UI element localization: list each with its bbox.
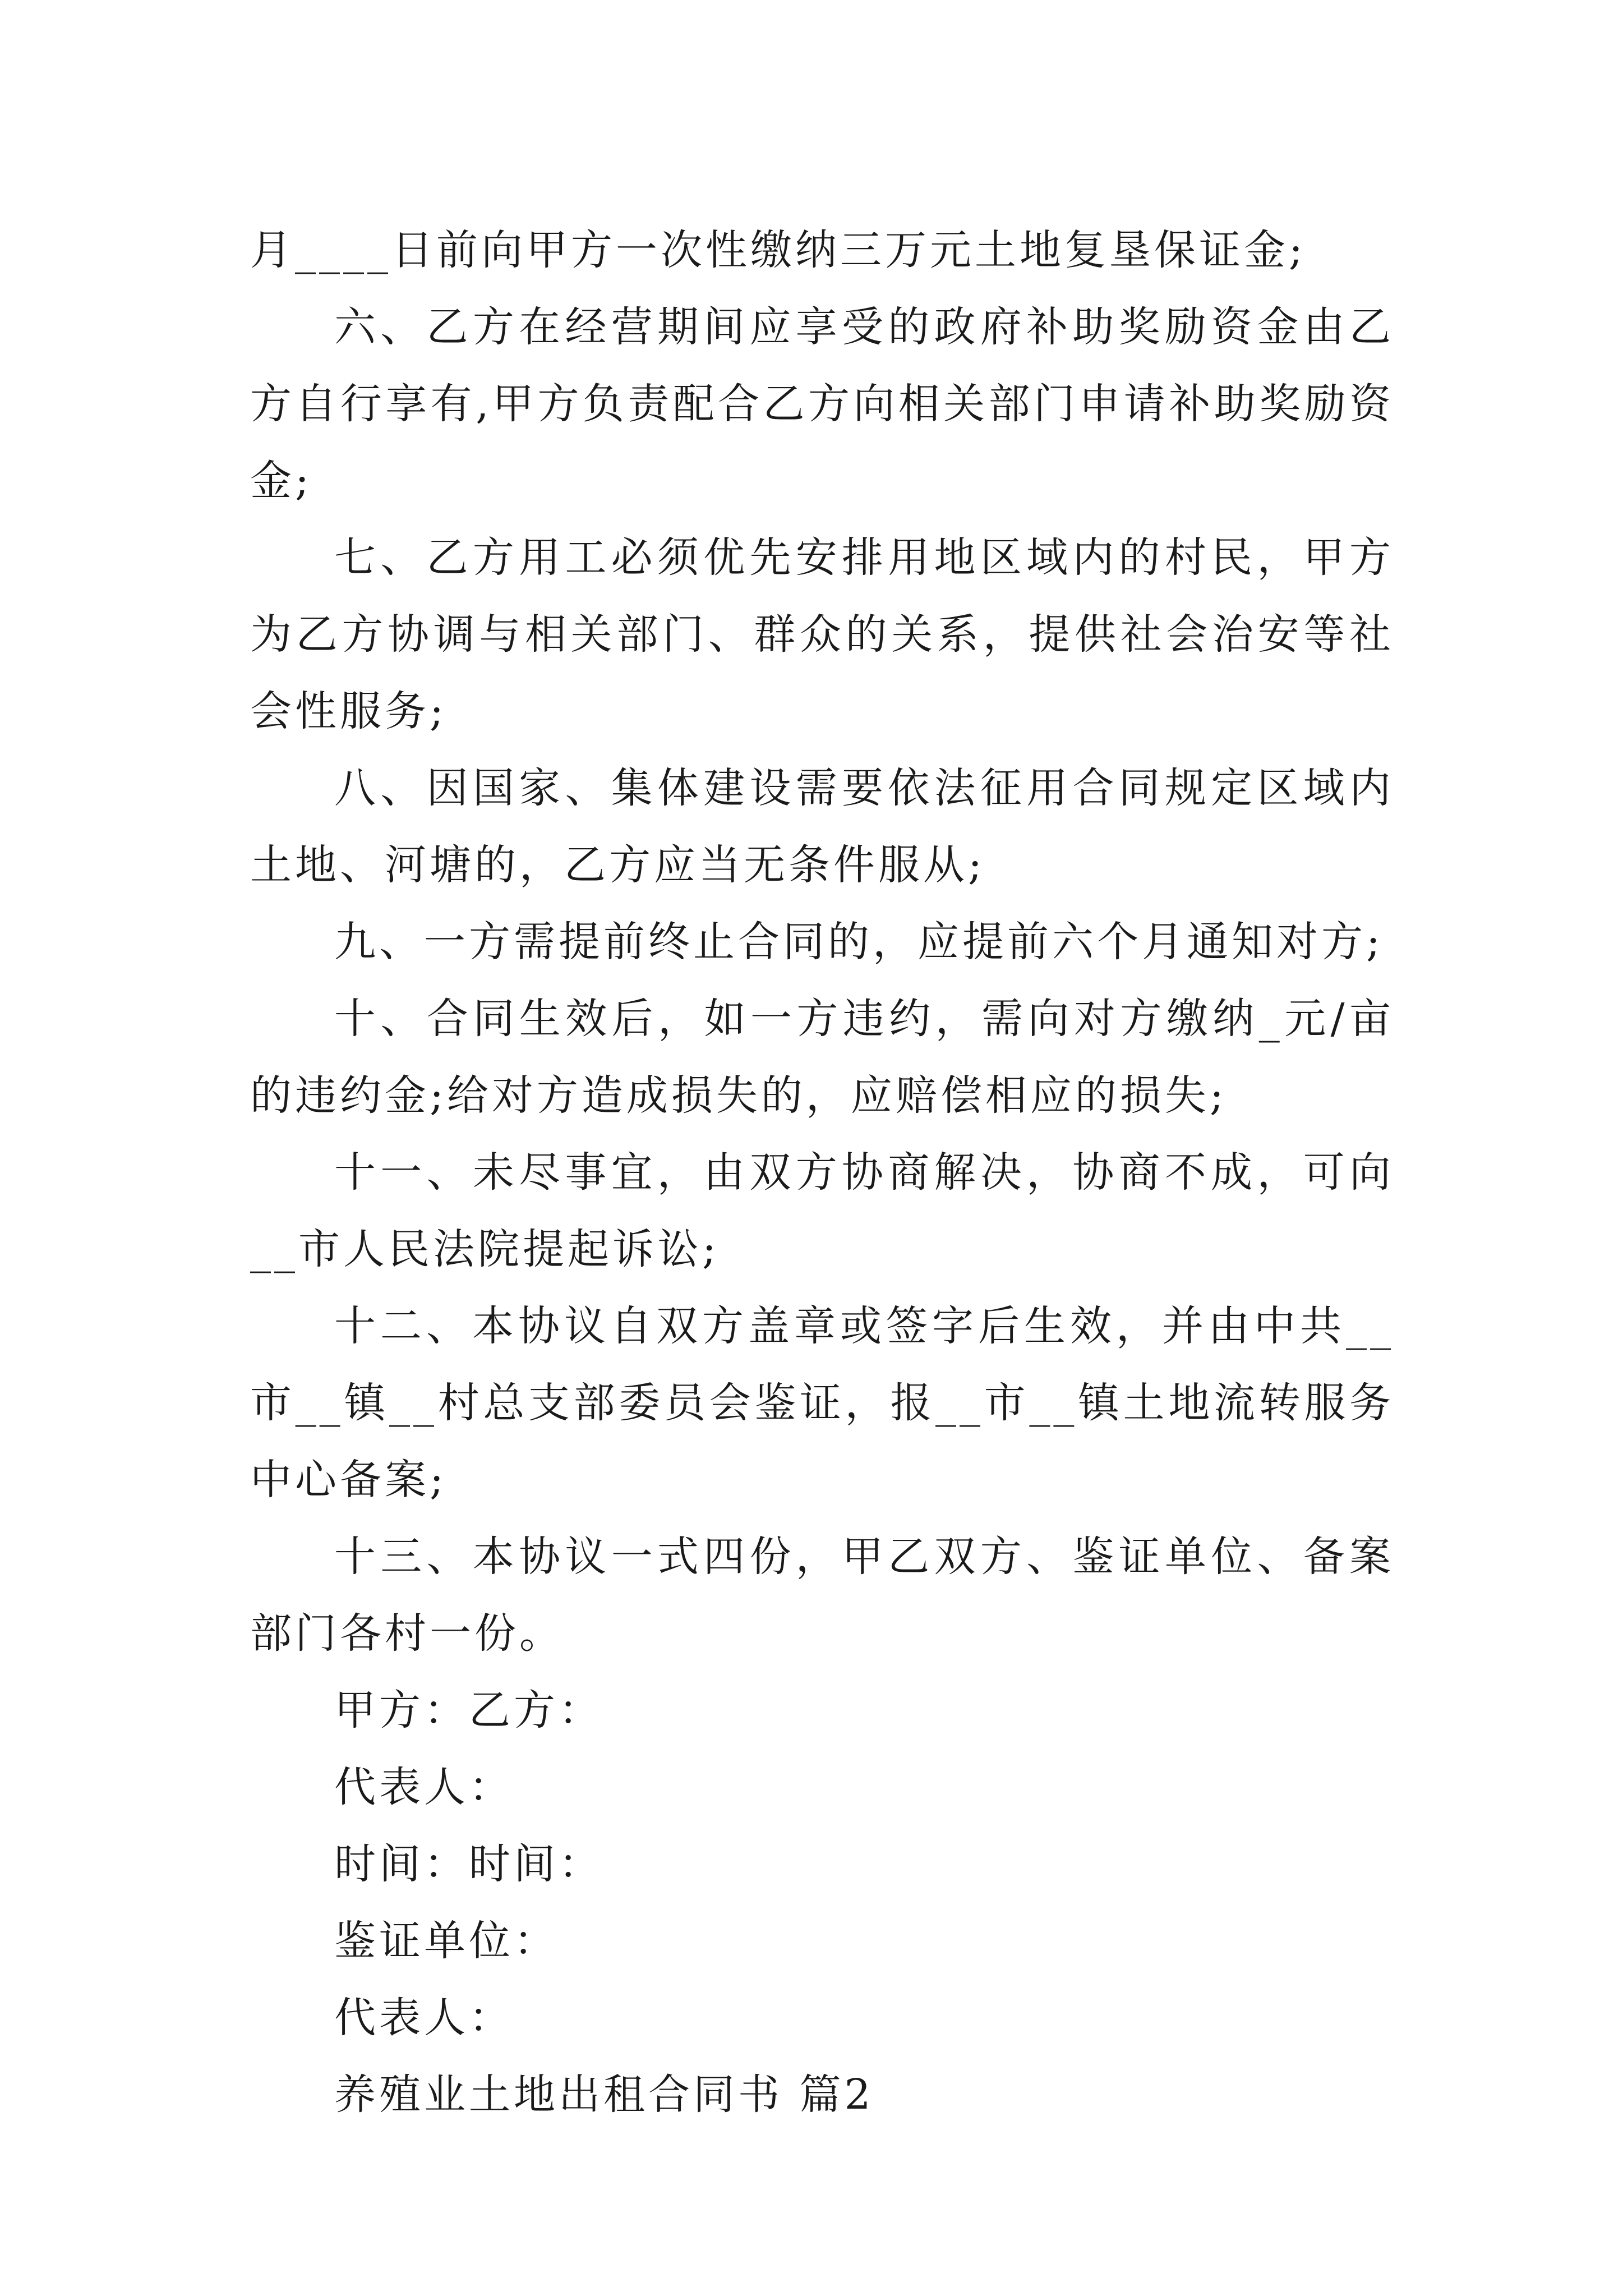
clause-8-expropriation: 八、因国家、集体建设需要依法征用合同规定区域内土地、河塘的，乙方应当无条件服从; [250, 764, 1394, 889]
clause-12-effect: 十二、本协议自双方盖章或签字后生效，并由中共__市__镇__村总支部委员会鉴证，报__市__镇土地流转服务中心备案; [250, 1302, 1394, 1504]
next-section-title: 养殖业土地出租合同书 篇2 [334, 2070, 874, 2119]
clause-7-employment: 七、乙方用工必须优先安排用地区域内的村民，甲方为乙方协调与相关部门、群众的关系，提供社会治安等社会性服务; [250, 533, 1394, 735]
signature-parties: 甲方：乙方： [334, 1686, 603, 1734]
signature-witness-unit: 鉴证单位： [334, 1917, 559, 1965]
signature-representative: 代表人： [334, 1763, 514, 1811]
paragraph-deposit-continuation: 月____日前向甲方一次性缴纳三万元土地复垦保证金; [250, 226, 1306, 274]
clause-10-breach: 十、合同生效后，如一方违约，需向对方缴纳_元/亩的违约金;给对方造成损失的，应赔偿相应的损失; [250, 995, 1394, 1120]
clause-9-termination: 九、一方需提前终止合同的，应提前六个月通知对方; [334, 918, 1384, 966]
clause-6-subsidy: 六、乙方在经营期间应享受的政府补助奖励资金由乙方自行享有,甲方负责配合乙方向相关部门申请补助奖励资金; [250, 303, 1394, 505]
document-body [250, 212, 1394, 2133]
signature-witness-representative: 代表人： [334, 1994, 514, 2042]
clause-13-copies: 十三、本协议一式四份，甲乙双方、鉴证单位、备案部门各村一份。 [250, 1533, 1394, 1658]
clause-11-dispute: 十一、未尽事宜，由双方协商解决，协商不成，可向__市人民法院提起诉讼; [250, 1148, 1394, 1273]
signature-time: 时间：时间： [334, 1840, 603, 1888]
